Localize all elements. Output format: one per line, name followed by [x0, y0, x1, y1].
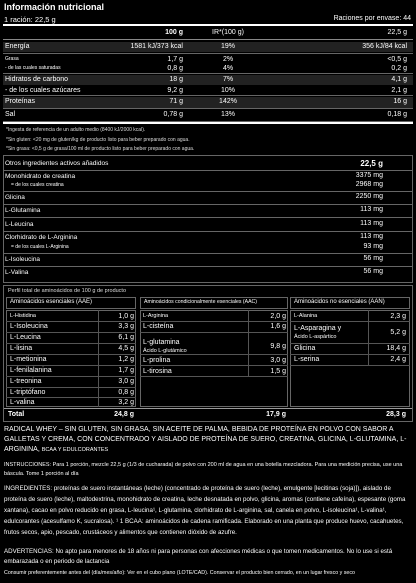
nutrient-label: - de los cuales azúcares — [5, 87, 81, 94]
active-header-value: 22,5 g — [360, 159, 383, 168]
amino-total-value: 24,8 g — [114, 411, 134, 418]
active-row — [3, 255, 413, 265]
divider — [140, 321, 288, 322]
active-row — [3, 268, 413, 278]
amino-label: L-valina — [10, 399, 35, 406]
product-name: RADICAL WHEY – SIN GLUTEN, SIN GRASA, SIN ACEITE DE PALMA, BEBIDA DE PROTEÍNA EN POLVO CON SABOR A GALLETAS Y CREMA, CON CONCENTRADO Y AISLADO DE PROTEÍNA DE SUERO, CREATINA, GLICINA, L-GLUTAMINA, L-ARGININA, BCAA Y EDULCORANTES — [4, 426, 407, 453]
active-label: Glicina — [5, 194, 25, 201]
divider — [140, 332, 288, 333]
active-row — [3, 220, 413, 230]
nutrient-value: 10% — [220, 87, 235, 94]
nutrient-value: 9,2 g — [167, 87, 183, 94]
nutrient-value: <0,5 g — [387, 56, 407, 63]
nutrient-value: 2,1 g — [391, 87, 407, 94]
amino-label: L-metionina — [10, 356, 47, 363]
warnings: ADVERTENCIAS: No apto para menores de 18 años ni para personas con afecciones médicas o que tomen medicamentos. No lo use si está embarazada o en periodo de lactancia — [4, 548, 393, 565]
nutrition-row — [3, 55, 413, 64]
amino-value: 6,1 g — [118, 334, 134, 341]
active-row — [3, 181, 413, 191]
nutrient-label: Grasa — [5, 56, 19, 62]
active-header-row — [3, 159, 413, 169]
active-row — [3, 243, 413, 253]
active-row — [3, 193, 413, 203]
col-portion: 22,5 g — [387, 29, 407, 36]
rations-per-pack: Raciones por envase: 44 — [333, 15, 411, 22]
ingredients: INGREDIENTES: proteínas de suero instantáneas (leche) (concentrado de proteína de suero (leche), emulgente [lecitinas (soja)]), aislado de proteína de suero (leche), maltodextrina, monohidrato de creatina, leche desnatada en polvo, glicina, aromas (contiene cafeína), espesante (goma xantana), cacao en polvo reducido en grasa, L-leucina¹, L-glutamina, clorhidrato de L-arginina, sal, canela en polvo, L-isoleucina¹, L-valina¹, edulcorantes (acesulfamo K, sucralosa). ¹ 1 BCAA: aminoácidos de cadena ramificada. Elaborado en una planta que produce huevo, cacahuetes, frutos secos, apio, pescado, crustáceos y alimentos que contienen dióxido de azufre. — [4, 485, 406, 536]
nutrient-value: 4,1 g — [391, 76, 407, 83]
nutrient-value: 0,8 g — [167, 65, 183, 72]
active-label: L-Isoleucina — [5, 256, 41, 263]
divider — [140, 354, 288, 355]
amino-value: 2,3 g — [390, 313, 406, 320]
active-row — [3, 233, 413, 243]
nutrition-row — [3, 86, 413, 95]
amino-value: 5,2 g — [390, 329, 406, 336]
divider — [6, 343, 136, 344]
active-value: 56 mg — [363, 255, 383, 262]
divider — [3, 53, 413, 54]
divider — [140, 376, 288, 377]
amino-label: L-serina — [294, 356, 320, 363]
amino-value: 2,0 g — [270, 313, 286, 320]
divider — [290, 365, 410, 366]
active-value: 56 mg — [363, 268, 383, 275]
amino-total-label: Total — [8, 411, 25, 418]
amino-value: 3,0 g — [270, 357, 286, 364]
col-ir: IR*(100 g) — [212, 29, 244, 36]
active-value: 93 mg — [363, 243, 383, 250]
amino-value: 1,0 g — [118, 313, 134, 320]
divider — [4, 408, 412, 409]
nutrient-value: 2% — [222, 56, 234, 63]
divider — [290, 321, 410, 322]
amino-total-value: 17,9 g — [266, 411, 286, 418]
active-header-label: Otros ingredientes activos añadidos — [5, 160, 109, 167]
divider — [3, 266, 413, 267]
active-label: = de los cuales creatina — [11, 182, 64, 188]
divider — [248, 310, 249, 376]
nutrient-value: 356 kJ/84 kcal — [362, 43, 407, 50]
amino-value: 3,0 g — [118, 378, 134, 385]
divider — [3, 95, 413, 96]
active-row — [3, 206, 413, 216]
amino-col-head: Aminoácidos condicionalmente esenciales (AAC) — [144, 299, 258, 305]
amino-value: 0,8 g — [118, 389, 134, 396]
divider — [3, 122, 413, 124]
divider — [3, 73, 413, 74]
amino-value: 3,3 g — [118, 323, 134, 330]
amino-label: Glicina — [294, 345, 316, 352]
panel-title: Información nutricional — [4, 2, 105, 12]
divider — [6, 354, 136, 355]
nutrient-label: Sal — [5, 111, 16, 118]
nutrient-value: 13% — [220, 111, 235, 118]
divider — [3, 108, 413, 109]
storage: Consumir preferentemente antes del (día/mes/año): Ver en el cubo plano (LOTE/CAD). Conservar el producto bien cerrado, en un lugar fresco y seco — [4, 570, 355, 576]
amino-label: L-lisina — [10, 345, 33, 352]
amino-value: 1,7 g — [118, 367, 134, 374]
nutrient-label: Proteínas — [5, 98, 35, 105]
nutrient-label: Energía — [5, 43, 30, 50]
nutrition-row — [3, 110, 413, 120]
active-label: Monohidrato de creatina — [5, 173, 76, 180]
divider — [3, 204, 413, 205]
active-value: 2250 mg — [355, 193, 383, 200]
nutrition-header-row — [3, 29, 413, 38]
active-label: Clorhidrato de L-Arginina — [5, 234, 78, 241]
active-value: 113 mg — [360, 233, 383, 240]
divider — [6, 397, 136, 398]
divider — [6, 332, 136, 333]
amino-col-head: Aminoácidos esenciales (AAE) — [10, 299, 93, 305]
amino-label: Ácido L-aspártico — [294, 334, 337, 340]
divider — [290, 343, 410, 344]
col-100g: 100 g — [165, 29, 183, 36]
amino-label: L-Isoleucina — [10, 323, 48, 330]
divider — [368, 310, 369, 365]
footnote: *Sin gluten: <20 mg de gluten/kg de producto listo para beber preparado con agua. — [6, 137, 190, 143]
active-value: 113 mg — [360, 206, 383, 213]
amino-label: L-Histidina — [10, 313, 36, 319]
amino-total-value: 28,3 g — [386, 411, 406, 418]
footnote: *Ingesta de referencia de un adulto medio (8400 kJ/2000 kcal). — [6, 127, 146, 133]
amino-label: L-Leucina — [10, 334, 41, 341]
amino-value: 4,5 g — [118, 345, 134, 352]
active-label: L-Valina — [5, 269, 29, 276]
amino-label: L-prolina — [143, 357, 171, 364]
nutrient-value: 0,78 g — [163, 111, 183, 118]
amino-label: L-fenilalanina — [10, 367, 52, 374]
amino-label: L-treonina — [10, 378, 42, 385]
nutrient-value: 18 g — [169, 76, 183, 83]
divider — [98, 310, 99, 407]
nutrition-row — [3, 64, 413, 73]
divider — [3, 170, 413, 171]
active-label: L-Leucina — [5, 221, 34, 228]
divider — [140, 365, 288, 366]
divider — [6, 321, 136, 322]
footnote: *Sin grasa: <0,5 g de grasa/100 ml de producto listo para beber preparado con agua. — [6, 146, 195, 152]
nutrient-value: 19% — [220, 43, 235, 50]
nutrient-label: Hidratos de carbono — [5, 76, 69, 83]
amino-title: Perfil total de aminoácidos de 100 g de producto — [8, 288, 127, 294]
nutrient-value: 0,18 g — [387, 111, 407, 118]
amino-value: 1,2 g — [118, 356, 134, 363]
divider — [3, 39, 413, 40]
amino-value: 1,5 g — [270, 368, 286, 375]
amino-value: 2,4 g — [390, 356, 406, 363]
divider — [3, 217, 413, 218]
divider — [3, 231, 413, 232]
nutrient-value: 7% — [222, 76, 234, 83]
nutrition-row — [3, 42, 413, 52]
active-label: L-Glutamina — [5, 207, 41, 214]
nutrient-label: - de las cuales saturadas — [5, 65, 61, 71]
amino-value: 3,2 g — [118, 399, 134, 406]
instructions: INSTRUCCIONES: Para 1 porción, mezcle 22,5 g (1/3 de cucharada) de polvo con 200 ml de agua en una botella mezcladora. Para una medición precisa, use una báscula. Tome 1 porción al día — [4, 462, 403, 477]
divider — [6, 365, 136, 366]
nutrient-value: 142% — [219, 98, 237, 105]
divider — [3, 191, 413, 192]
active-value: 3375 mg — [355, 172, 383, 179]
nutrient-value: 71 g — [169, 98, 183, 105]
amino-label: L-cisteína — [143, 323, 174, 330]
amino-label: Ácido L-glutámico — [143, 348, 187, 354]
nutrient-value: 0,2 g — [391, 65, 407, 72]
nutrient-value: 4% — [222, 65, 234, 72]
divider — [6, 387, 136, 388]
nutrient-value: 16 g — [393, 98, 407, 105]
nutrition-row — [3, 97, 413, 108]
amino-label: L-Alanina — [294, 313, 318, 319]
amino-label: L-glutamina — [143, 339, 180, 346]
active-label: = de los cuales L-Arginina — [11, 244, 69, 250]
nutrient-value: 1581 kJ/373 kcal — [130, 43, 183, 50]
active-value: 113 mg — [360, 220, 383, 227]
portion-size: 1 ración: 22,5 g — [4, 15, 56, 24]
divider — [3, 253, 413, 254]
active-value: 2968 mg — [355, 181, 383, 188]
amino-label: L-Arginina — [143, 313, 169, 319]
amino-value: 1,6 g — [270, 323, 286, 330]
nutrient-value: 1,7 g — [167, 56, 183, 63]
amino-label: L-Asparagina y — [294, 325, 342, 332]
divider — [3, 24, 413, 26]
amino-value: 9,8 g — [270, 343, 286, 350]
divider — [6, 376, 136, 377]
amino-label: L-tirosina — [143, 368, 172, 375]
nutrition-row — [3, 75, 413, 85]
amino-value: 18,4 g — [386, 345, 406, 352]
amino-col-head: Aminoácidos no esenciales (AAN) — [294, 299, 385, 305]
amino-label: L-triptófano — [10, 389, 46, 396]
divider — [290, 354, 410, 355]
